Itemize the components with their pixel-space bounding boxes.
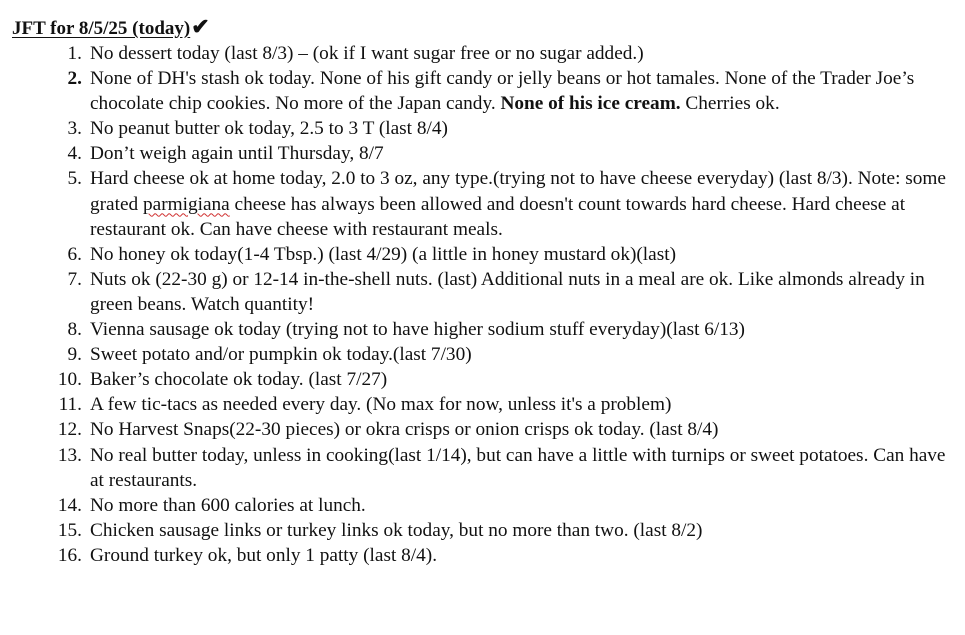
list-item (12, 166, 951, 241)
item-number: 1. (67, 43, 82, 64)
list-item (12, 392, 951, 417)
list-item (12, 141, 951, 166)
list-item (12, 41, 951, 66)
heading-title: JFT for 8/5/25 (today) (12, 18, 191, 39)
item-number: 6. (67, 243, 82, 265)
item-text: No honey ok today(1-4 Tbsp.) (last 4/29) (a little in honey mustard ok)(last) (90, 243, 676, 265)
checkmark-icon: ✔ (191, 14, 210, 39)
item-number: 12. (57, 419, 82, 441)
list-item (12, 342, 951, 367)
item-text: Chicken sausage links or turkey links ok today, but no more than two. (last 8/2) (90, 519, 703, 541)
list-item (12, 317, 951, 342)
item-number: 8. (67, 319, 82, 341)
item-number: 11. (58, 394, 82, 416)
item-text-part: None of DH's stash ok today. None of his gift candy or jelly beans or hot tamales. None of the Trader Joe’s chocolate chip cookies. No more of the Japan candy. (90, 68, 915, 115)
item-number: 7. (67, 268, 82, 290)
item-number: 16. (57, 544, 82, 566)
item-text: Sweet potato and/or pumpkin ok today.(last 7/30) (90, 344, 472, 366)
list-item (12, 267, 951, 317)
item-text: Nuts ok (22-30 g) or 12-14 in-the-shell nuts. (last) Additional nuts in a meal are ok. Like almonds already in green beans. Watch quantity! (90, 268, 925, 315)
item-number: 3. (67, 118, 82, 140)
item-text: No peanut butter ok today, 2.5 to 3 T (last 8/4) (90, 118, 448, 140)
list-item (12, 543, 951, 568)
item-text: No real butter today, unless in cooking(last 1/14), but can have a little with turnips or sweet potatoes. Can have at restaurants. (90, 444, 946, 491)
item-text: No Harvest Snaps(22-30 pieces) or okra crisps or onion crisps ok today. (last 8/4) (90, 419, 719, 441)
list-item (12, 518, 951, 543)
item-number: 15. (57, 519, 82, 541)
item-number: 14. (57, 494, 82, 516)
item-text-part: Cherries ok. (680, 93, 780, 115)
item-text-part: Hard cheese ok at home today, 2.0 to 3 oz, any type.(trying not to have cheese everyday) (last 8/3). Note: some grated (90, 168, 946, 215)
list-item (12, 493, 951, 518)
item-text: Don’t weigh again until Thursday, 8/7 (90, 143, 384, 165)
item-number: 4. (67, 143, 82, 165)
list-item (12, 367, 951, 392)
list-item (12, 66, 951, 116)
list-item (12, 417, 951, 442)
document-heading (12, 16, 951, 41)
item-text (82, 66, 951, 116)
item-text (82, 166, 951, 241)
item-text: No more than 600 calories at lunch. (90, 494, 366, 516)
item-text-bold: None of his ice cream. (500, 93, 681, 115)
item-text: No dessert today (last 8/3) – (ok if I want sugar free or no sugar added.) (90, 43, 644, 64)
item-text: Baker’s chocolate ok today. (last 7/27) (90, 369, 388, 391)
item-number: 9. (67, 344, 82, 366)
item-number: 2. (67, 68, 82, 90)
item-number: 13. (57, 444, 82, 466)
item-text: Ground turkey ok, but only 1 patty (last 8/4). (90, 544, 438, 566)
spellcheck-word: parmigiana (143, 193, 230, 215)
list-item (12, 443, 951, 493)
item-text-part: cheese has always been allowed and doesn't count towards hard cheese. Hard cheese at restaurant ok. Can have cheese with restaurant meals. (90, 193, 906, 240)
item-number: 5. (67, 168, 82, 190)
rules-list (12, 41, 951, 568)
list-item (12, 116, 951, 141)
list-item (12, 242, 951, 267)
item-text: A few tic-tacs as needed every day. (No max for now, unless it's a problem) (90, 394, 672, 416)
item-text: Vienna sausage ok today (trying not to have higher sodium stuff everyday)(last 6/13) (90, 319, 745, 341)
item-number: 10. (57, 369, 82, 391)
